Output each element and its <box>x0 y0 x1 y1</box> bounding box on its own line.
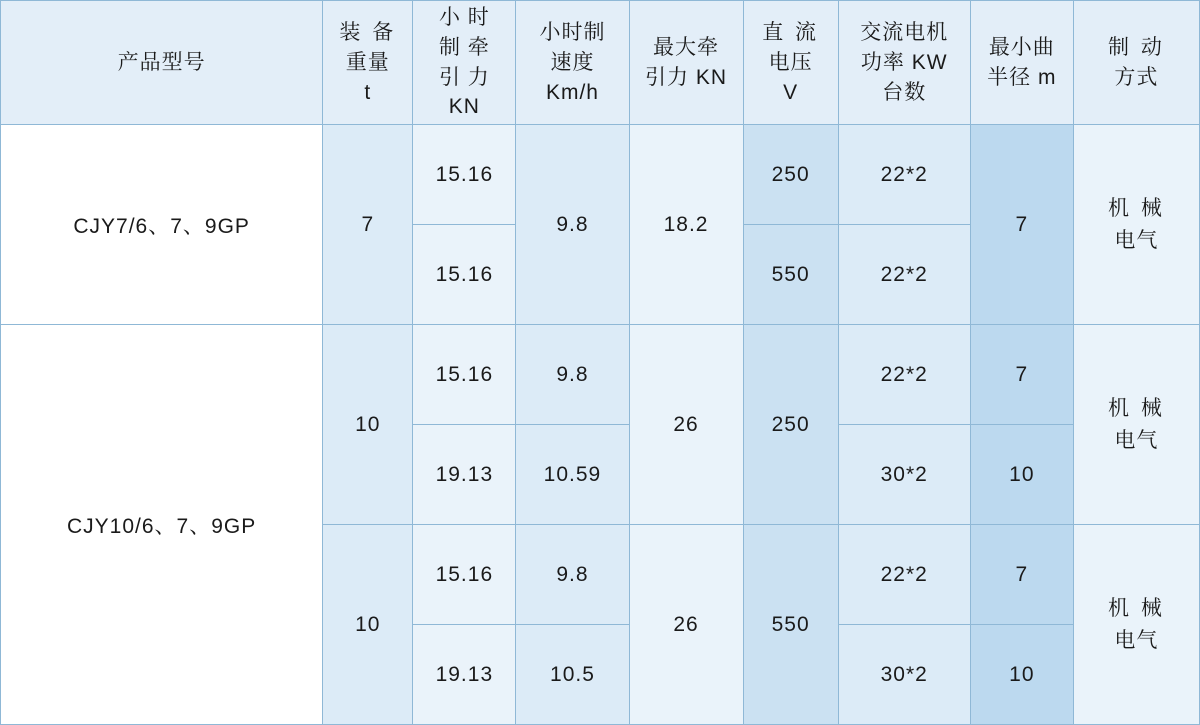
cell-dc-voltage: 250 <box>743 325 838 525</box>
cell-brake-type: 机 械 电气 <box>1073 325 1199 525</box>
header-equipment-weight: 装 备 重量 t <box>323 1 413 125</box>
cell-equipment-weight: 10 <box>323 325 413 525</box>
cell-product-model: CJY10/6、7、9GP <box>1 325 323 725</box>
cell-product-model: CJY7/6、7、9GP <box>1 125 323 325</box>
header-dc-voltage: 直 流 电压 V <box>743 1 838 125</box>
cell-brake-type: 机 械 电气 <box>1073 125 1199 325</box>
cell-tractive-force: 15.16 <box>413 125 516 225</box>
cell-min-curve-radius: 7 <box>970 325 1073 425</box>
cell-hourly-speed: 9.8 <box>516 125 629 325</box>
cell-dc-voltage: 550 <box>743 525 838 725</box>
header-max-tractive-force: 最大牵 引力 KN <box>629 1 743 125</box>
cell-tractive-force: 19.13 <box>413 625 516 725</box>
cell-ac-motor-power: 30*2 <box>838 625 970 725</box>
cell-ac-motor-power: 22*2 <box>838 125 970 225</box>
cell-dc-voltage: 250 <box>743 125 838 225</box>
cell-max-tractive-force: 18.2 <box>629 125 743 325</box>
cell-ac-motor-power: 22*2 <box>838 225 970 325</box>
header-hourly-tractive-force: 小 时 制 牵 引 力 KN <box>413 1 516 125</box>
table-row <box>1 125 1200 225</box>
cell-max-tractive-force: 26 <box>629 525 743 725</box>
cell-max-tractive-force: 26 <box>629 325 743 525</box>
cell-min-curve-radius: 7 <box>970 525 1073 625</box>
cell-min-curve-radius: 7 <box>970 125 1073 325</box>
cell-brake-type: 机 械 电气 <box>1073 525 1199 725</box>
cell-hourly-speed: 10.59 <box>516 425 629 525</box>
cell-ac-motor-power: 22*2 <box>838 325 970 425</box>
cell-hourly-speed: 10.5 <box>516 625 629 725</box>
header-ac-motor-power: 交流电机 功率 KW 台数 <box>838 1 970 125</box>
header-hourly-speed: 小时制 速度 Km/h <box>516 1 629 125</box>
cell-tractive-force: 15.16 <box>413 225 516 325</box>
cell-tractive-force: 15.16 <box>413 325 516 425</box>
cell-tractive-force: 19.13 <box>413 425 516 525</box>
table-row <box>1 325 1200 425</box>
cell-hourly-speed: 9.8 <box>516 525 629 625</box>
cell-ac-motor-power: 30*2 <box>838 425 970 525</box>
table-header-row <box>1 1 1200 125</box>
header-brake-type: 制 动 方式 <box>1073 1 1199 125</box>
header-product-model: 产品型号 <box>1 1 323 125</box>
cell-dc-voltage: 550 <box>743 225 838 325</box>
cell-ac-motor-power: 22*2 <box>838 525 970 625</box>
cell-equipment-weight: 7 <box>323 125 413 325</box>
cell-min-curve-radius: 10 <box>970 625 1073 725</box>
cell-hourly-speed: 9.8 <box>516 325 629 425</box>
cell-min-curve-radius: 10 <box>970 425 1073 525</box>
header-min-curve-radius: 最小曲 半径 m <box>970 1 1073 125</box>
cell-tractive-force: 15.16 <box>413 525 516 625</box>
cell-equipment-weight: 10 <box>323 525 413 725</box>
